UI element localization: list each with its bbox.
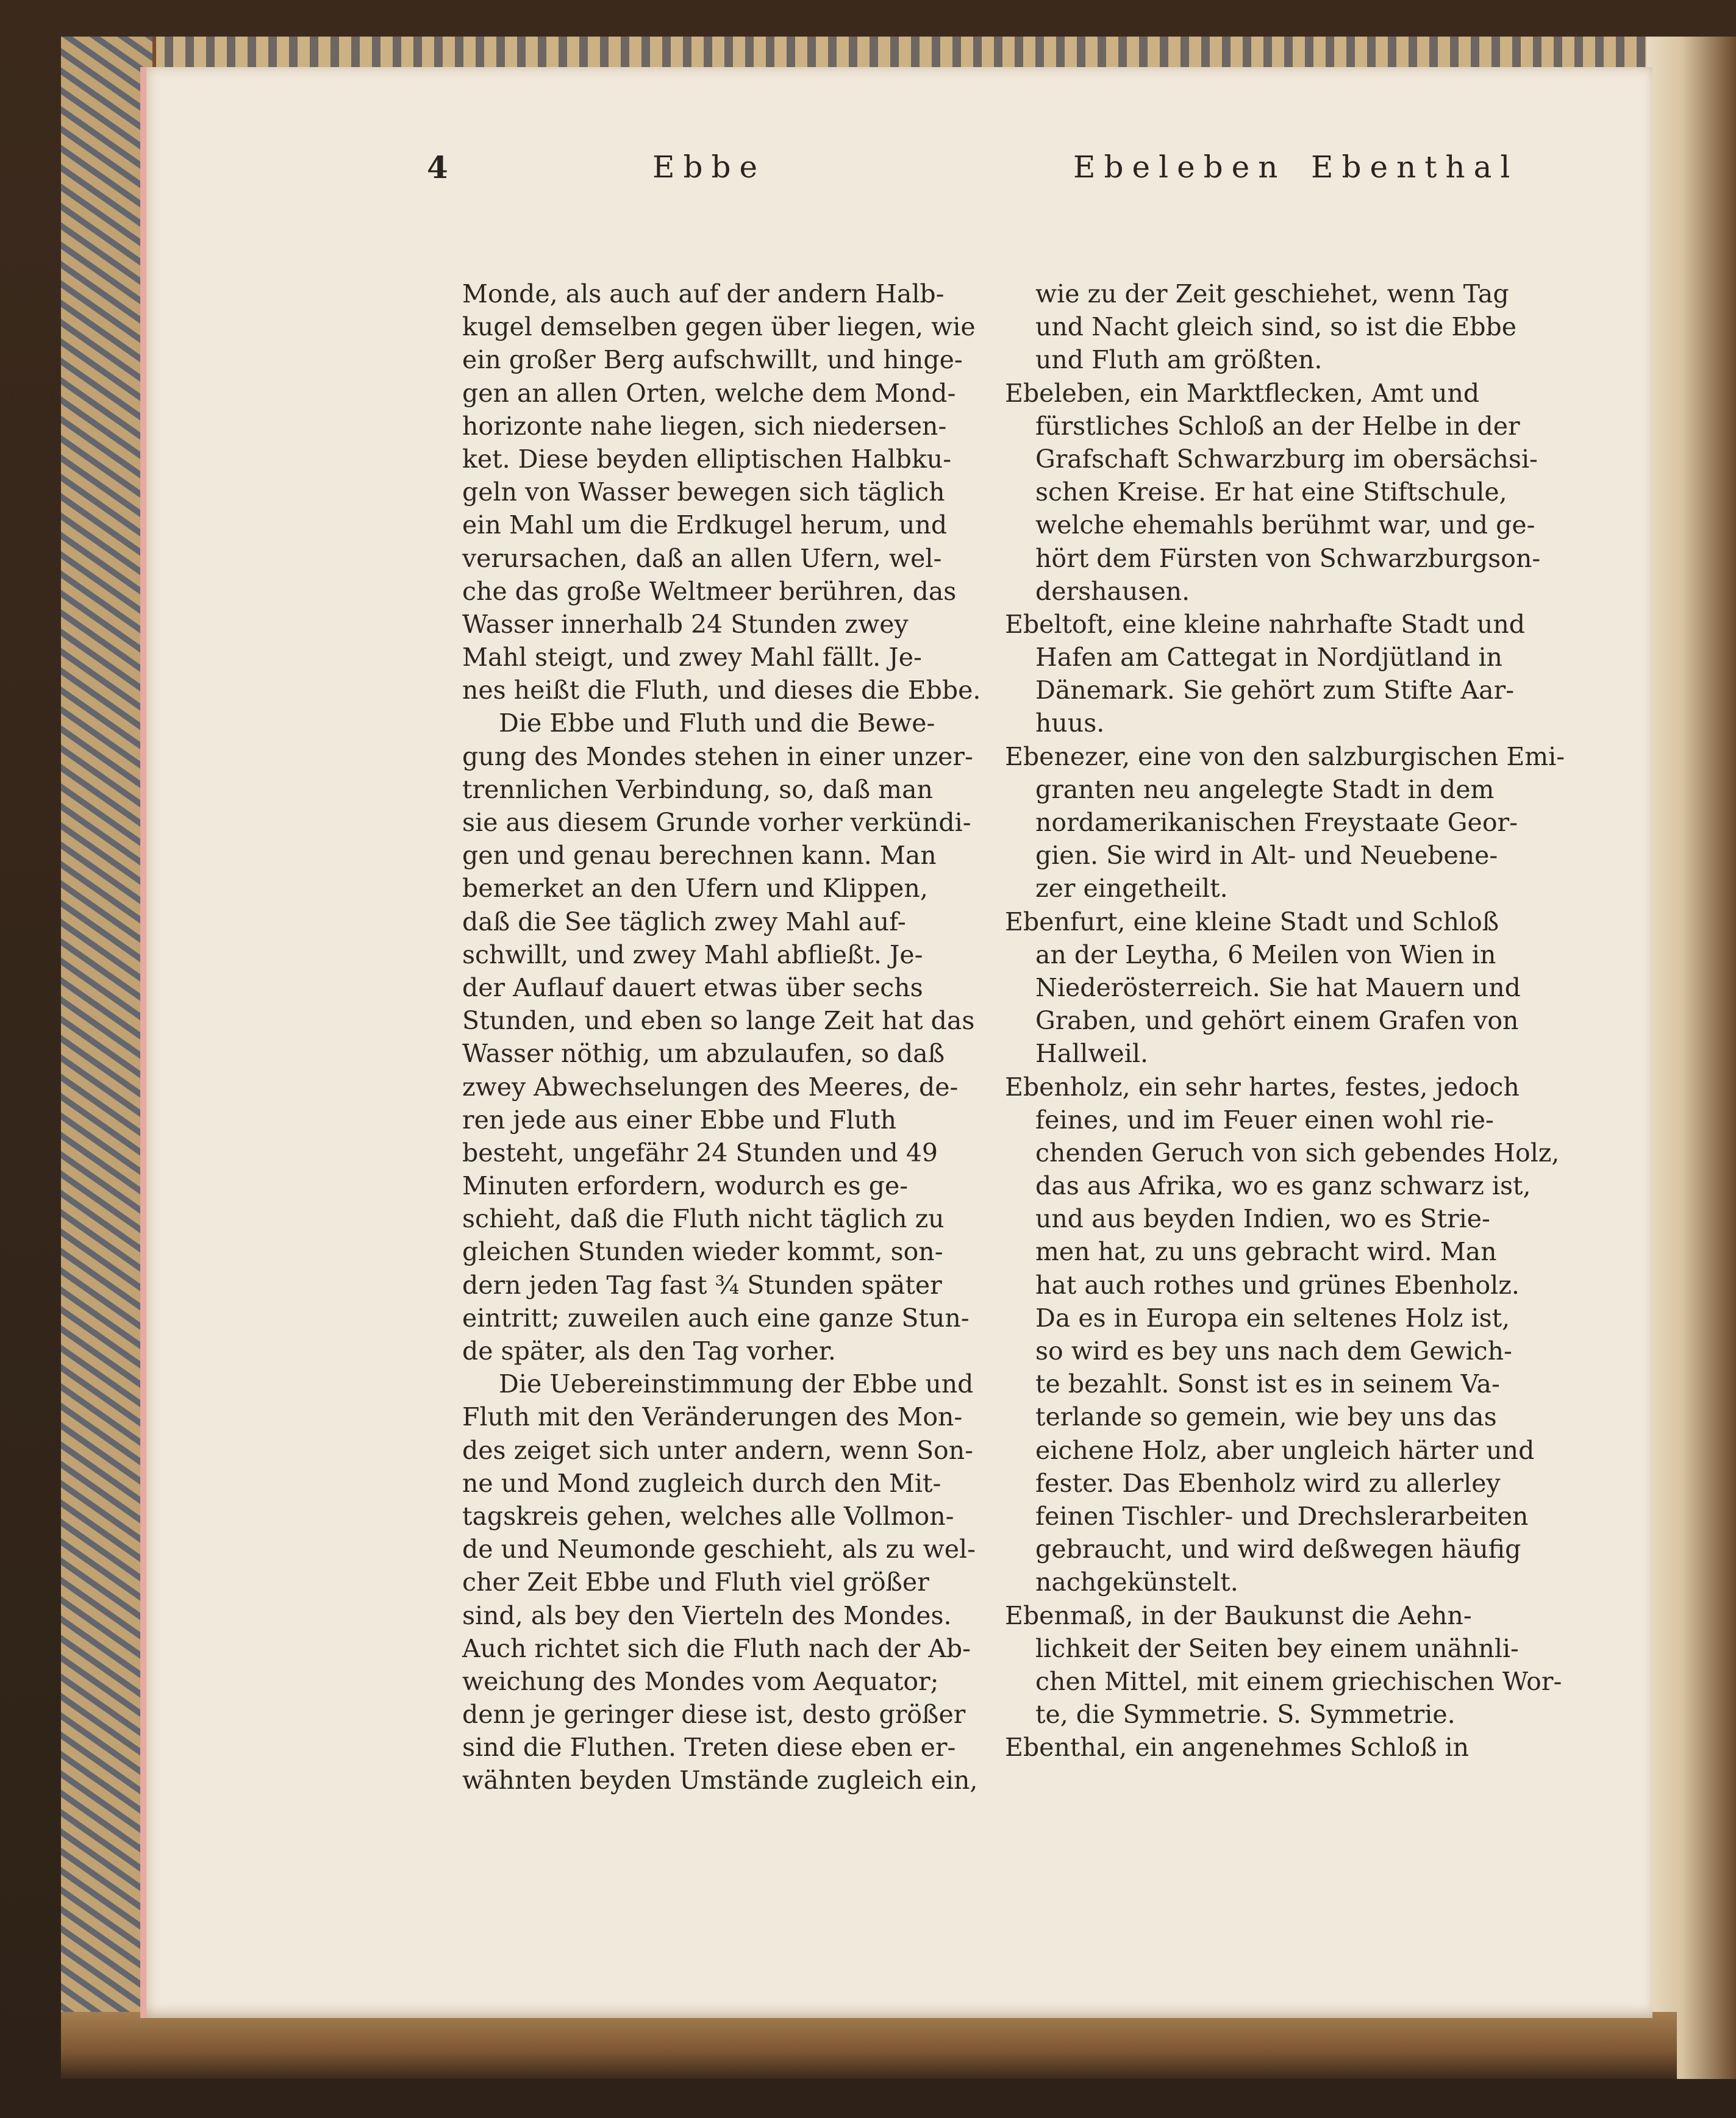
text-line: bemerket an den Ufern und Klippen,	[462, 874, 928, 904]
text-line: gleichen Stunden wieder kommt, son-	[462, 1237, 943, 1267]
text-line: Wasser innerhalb 24 Stunden zwey	[462, 609, 909, 639]
text-line: Wasser nöthig, um abzulaufen, so daß	[462, 1039, 945, 1069]
text-line: tagskreis gehen, welches alle Vollmon-	[462, 1501, 954, 1531]
text-line: gen an allen Orten, welche dem Mond-	[462, 378, 956, 408]
text-line: horizonte nahe liegen, sich niedersen-	[462, 411, 947, 441]
text-line: so wird es bey uns nach dem Gewich-	[1035, 1336, 1512, 1366]
entry-headword-line: Ebeleben, ein Marktflecken, Amt und	[1005, 378, 1480, 408]
text-line: Die Ebbe und Fluth und die Bewe-	[499, 708, 935, 738]
text-line: Fluth mit den Veränderungen des Mon-	[462, 1402, 963, 1432]
text-line: denn je geringer diese ist, desto größer	[462, 1700, 966, 1730]
entry-headword-line: Ebenfurt, eine kleine Stadt und Schloß	[1005, 907, 1499, 936]
text-line: gen und genau berechnen kann. Man	[462, 841, 937, 871]
text-line: und Fluth am größten.	[1035, 345, 1323, 375]
text-line: nachgekünstelt.	[1035, 1567, 1238, 1597]
text-line: che das große Weltmeer berühren, das	[462, 576, 957, 606]
text-line: de und Neumonde geschieht, als zu wel-	[462, 1535, 976, 1564]
text-line: hat auch rothes und grünes Ebenholz.	[1035, 1270, 1520, 1300]
text-line: sind, als bey den Vierteln des Mondes.	[462, 1600, 952, 1630]
text-line: te bezahlt. Sonst ist es in seinem Va-	[1035, 1369, 1500, 1399]
text-line: ket. Diese beyden elliptischen Halbku-	[462, 444, 952, 474]
running-header	[427, 149, 1519, 204]
text-line: wähnten beyden Umstände zugleich ein,	[462, 1766, 978, 1795]
facing-page-edge	[1646, 37, 1736, 2079]
entry-headword-line: Ebenholz, ein sehr hartes, festes, jedoch	[1005, 1072, 1520, 1102]
text-line: te, die Symmetrie. S. Symmetrie.	[1035, 1700, 1456, 1730]
text-line: und aus beyden Indien, wo es Strie-	[1035, 1204, 1490, 1234]
text-line: feinen Tischler- und Drechslerarbeiten	[1035, 1501, 1529, 1531]
text-line: des zeiget sich unter andern, wenn Son-	[462, 1435, 973, 1465]
text-line: Grafschaft Schwarzburg im obersächsi-	[1035, 444, 1538, 474]
text-line: Graben, und gehört einem Grafen von	[1035, 1006, 1519, 1036]
text-line: zwey Abwechselungen des Meeres, de-	[462, 1072, 959, 1102]
text-line: Mahl steigt, und zwey Mahl fällt. Je-	[462, 643, 922, 672]
text-line: de später, als den Tag vorher.	[462, 1336, 836, 1366]
text-line: kugel demselben gegen über liegen, wie	[462, 312, 976, 342]
text-line: schen Kreise. Er hat eine Stiftschule,	[1035, 477, 1507, 507]
page-red-edge	[140, 67, 146, 2018]
text-line: Minuten erfordern, wodurch es ge-	[462, 1171, 909, 1201]
text-line: das aus Afrika, wo es ganz schwarz ist,	[1035, 1171, 1531, 1201]
running-head-right-2: Ebenthal	[1311, 149, 1519, 185]
page-number: 4	[427, 149, 448, 185]
text-line: huus.	[1035, 708, 1105, 738]
text-line: an der Leytha, 6 Meilen von Wien in	[1035, 940, 1496, 969]
text-line: fürstliches Schloß an der Helbe in der	[1035, 411, 1520, 441]
text-line: gung des Mondes stehen in einer unzer-	[462, 741, 973, 771]
text-line: und Nacht gleich sind, so ist die Ebbe	[1035, 312, 1517, 342]
text-line: fester. Das Ebenholz wird zu allerley	[1035, 1468, 1501, 1498]
text-line: eintritt; zuweilen auch eine ganze Stun-	[462, 1303, 970, 1333]
text-line: lichkeit der Seiten bey einem unähnli-	[1035, 1633, 1519, 1663]
text-line: dershausen.	[1035, 576, 1190, 606]
text-line: chenden Geruch von sich gebendes Holz,	[1035, 1138, 1560, 1168]
text-line: nordamerikanischen Freystaate Geor-	[1035, 808, 1518, 837]
text-line: Da es in Europa ein seltenes Holz ist,	[1035, 1303, 1510, 1333]
text-line: wie zu der Zeit geschiehet, wenn Tag	[1035, 279, 1509, 308]
text-line: geln von Wasser bewegen sich täglich	[462, 477, 945, 507]
left-column	[462, 277, 981, 1797]
text-line: verursachen, daß an allen Ufern, wel-	[462, 543, 942, 573]
text-line: Niederösterreich. Sie hat Mauern und	[1035, 972, 1521, 1002]
entry-headword-line: Ebeltoft, eine kleine nahrhafte Stadt und	[1005, 609, 1526, 639]
text-line: feines, und im Feuer einen wohl rie-	[1035, 1105, 1494, 1135]
text-line: Hallweil.	[1035, 1039, 1149, 1069]
entry-headword-line: Ebenmaß, in der Baukunst die Aehn-	[1005, 1600, 1472, 1630]
text-line: sind die Fluthen. Treten diese eben er-	[462, 1733, 956, 1763]
text-line: ein großer Berg aufschwillt, und hinge-	[462, 345, 963, 375]
text-line: besteht, ungefähr 24 Stunden und 49	[462, 1138, 938, 1168]
text-line: zer eingetheilt.	[1035, 874, 1228, 904]
text-line: weichung des Mondes vom Aequator;	[462, 1666, 939, 1696]
entry-headword-line: Ebenezer, eine von den salzburgischen Emi-	[1005, 741, 1565, 771]
text-line: Die Uebereinstimmung der Ebbe und	[499, 1369, 974, 1399]
text-line: eichene Holz, aber ungleich härter und	[1035, 1435, 1535, 1465]
book-cover-bottom	[61, 2012, 1677, 2079]
text-line: cher Zeit Ebbe und Fluth viel größer	[462, 1567, 929, 1597]
text-line: Dänemark. Sie gehört zum Stifte Aar-	[1035, 676, 1515, 705]
text-line: der Auflauf dauert etwas über sechs	[462, 972, 923, 1002]
text-line: ren jede aus einer Ebbe und Fluth	[462, 1105, 897, 1135]
running-head-left: Ebbe	[652, 149, 766, 185]
text-line: welche ehemahls berühmt war, und ge-	[1035, 510, 1535, 540]
text-line: sie aus diesem Grunde vorher verkündi-	[462, 808, 971, 837]
text-line: terlande so gemein, wie bey uns das	[1035, 1402, 1497, 1432]
text-line: trennlichen Verbindung, so, daß man	[462, 774, 933, 804]
text-line: men hat, zu uns gebracht wird. Man	[1035, 1237, 1497, 1267]
text-line: Stunden, und eben so lange Zeit hat das	[462, 1006, 975, 1036]
text-line: nes heißt die Fluth, und dieses die Ebbe.	[462, 676, 981, 705]
entry-headword-line: Ebenthal, ein angenehmes Schloß in	[1005, 1733, 1470, 1763]
text-line: Hafen am Cattegat in Nordjütland in	[1035, 643, 1502, 672]
running-head-right-1: Ebeleben	[1073, 149, 1287, 185]
text-line: ne und Mond zugleich durch den Mit-	[462, 1468, 941, 1498]
text-line: gien. Sie wird in Alt- und Neuebene-	[1035, 841, 1498, 871]
text-line: chen Mittel, mit einem griechischen Wor-	[1035, 1666, 1562, 1696]
text-line: schieht, daß die Fluth nicht täglich zu	[462, 1204, 945, 1234]
text-line: granten neu angelegte Stadt in dem	[1035, 774, 1495, 804]
text-line: Monde, als auch auf der andern Halb-	[462, 279, 945, 308]
text-line: Auch richtet sich die Fluth nach der Ab-	[462, 1633, 971, 1663]
text-line: schwillt, und zwey Mahl abfließt. Je-	[462, 940, 923, 969]
text-line: ein Mahl um die Erdkugel herum, und	[462, 510, 948, 540]
text-line: dern jeden Tag fast ¾ Stunden später	[462, 1270, 942, 1300]
right-column	[1005, 277, 1565, 1764]
text-line: hört dem Fürsten von Schwarzburgson-	[1035, 543, 1541, 573]
text-line: daß die See täglich zwey Mahl auf-	[462, 907, 906, 936]
text-line: gebraucht, und wird deßwegen häufig	[1035, 1535, 1521, 1564]
